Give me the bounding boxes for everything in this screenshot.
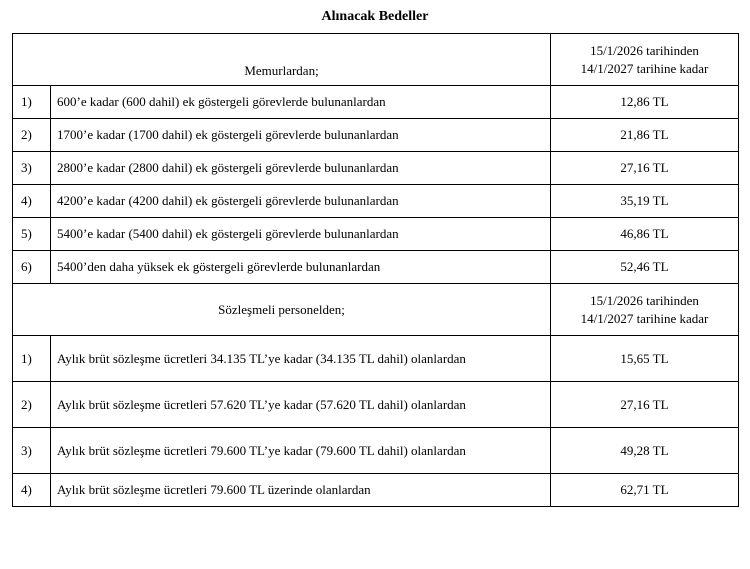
fee-table [12,33,739,507]
row-number: 1) [13,86,51,119]
row-number: 4) [13,474,51,507]
section-header-civil-servants [13,34,739,86]
section-header-contract-staff [13,284,739,336]
row-fee-value: 52,46 TL [551,251,739,284]
row-fee-value: 21,86 TL [551,119,739,152]
section-label: Sözleşmeli personelden; [13,284,551,336]
row-fee-value: 27,16 TL [551,152,739,185]
table-row [13,218,739,251]
table-row [13,152,739,185]
table-row [13,251,739,284]
table-row [13,428,739,474]
table-row [13,86,739,119]
row-fee-value: 15,65 TL [551,336,739,382]
row-fee-value: 12,86 TL [551,86,739,119]
row-number: 2) [13,382,51,428]
row-number: 3) [13,428,51,474]
table-row [13,119,739,152]
table-row [13,185,739,218]
row-description: Aylık brüt sözleşme ücretleri 57.620 TL’ye kadar (57.620 TL dahil) olanlardan [51,382,551,428]
row-fee-value: 35,19 TL [551,185,739,218]
row-description: Aylık brüt sözleşme ücretleri 79.600 TL üzerinde olanlardan [51,474,551,507]
row-description: 5400’e kadar (5400 dahil) ek göstergeli görevlerde bulunanlardan [51,218,551,251]
row-fee-value: 62,71 TL [551,474,739,507]
date-range-header [551,284,739,336]
row-number: 1) [13,336,51,382]
row-description: Aylık brüt sözleşme ücretleri 79.600 TL’ye kadar (79.600 TL dahil) olanlardan [51,428,551,474]
section-label: Memurlardan; [13,34,551,86]
row-description: 1700’e kadar (1700 dahil) ek göstergeli görevlerde bulunanlardan [51,119,551,152]
date-range-end: 14/1/2027 tarihine kadar [580,60,709,76]
table-row [13,382,739,428]
row-description: 4200’e kadar (4200 dahil) ek göstergeli görevlerde bulunanlardan [51,185,551,218]
row-fee-value: 49,28 TL [551,428,739,474]
date-range-start: 15/1/2026 tarihinden [590,292,699,308]
row-description: 600’e kadar (600 dahil) ek göstergeli görevlerde bulunanlardan [51,86,551,119]
row-description: 5400’den daha yüksek ek göstergeli görevlerde bulunanlardan [51,251,551,284]
row-description: 2800’e kadar (2800 dahil) ek göstergeli görevlerde bulunanlardan [51,152,551,185]
table-row [13,336,739,382]
date-range-end: 14/1/2027 tarihine kadar [580,310,709,326]
document-title: Alınacak Bedeller [321,9,429,24]
row-fee-value: 27,16 TL [551,382,739,428]
row-description: Aylık brüt sözleşme ücretleri 34.135 TL’ye kadar (34.135 TL dahil) olanlardan [51,336,551,382]
table-row [13,474,739,507]
row-number: 4) [13,185,51,218]
row-number: 5) [13,218,51,251]
date-range-header [551,34,739,86]
row-number: 3) [13,152,51,185]
row-fee-value: 46,86 TL [551,218,739,251]
row-number: 2) [13,119,51,152]
row-number: 6) [13,251,51,284]
date-range-start: 15/1/2026 tarihinden [590,42,699,58]
